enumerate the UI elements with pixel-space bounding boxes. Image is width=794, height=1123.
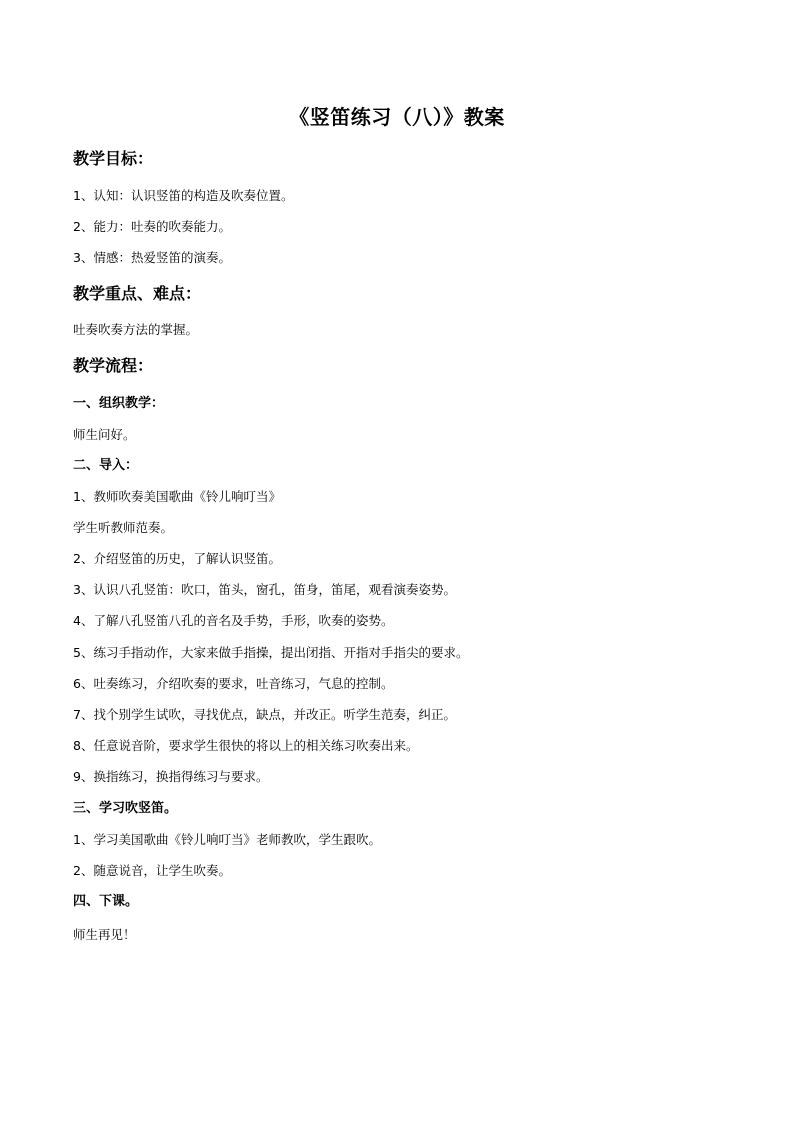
part2-heading: 二、导入：	[73, 458, 139, 473]
goal-item-3: 3、情感：热爱竖笛的演奏。	[73, 250, 231, 265]
part2-item-5: 4、了解八孔竖笛八孔的音名及手势，手形，吹奏的姿势。	[73, 613, 394, 628]
part4-heading: 四、下课。	[73, 894, 139, 909]
part3-item-2: 2、随意说音，让学生吹奏。	[73, 863, 231, 878]
part2-item-1: 1、教师吹奏美国歌曲《铃儿响叮当》	[73, 489, 281, 504]
part2-item-8: 7、找个别学生试吹，寻找优点，缺点，并改正。听学生范奏，纠正。	[73, 707, 456, 722]
part3-item-1: 1、学习美国歌曲《铃儿响叮当》老师教吹，学生跟吹。	[73, 832, 381, 847]
part2-item-7: 6、吐奏练习，介绍吹奏的要求，吐音练习，气息的控制。	[73, 676, 394, 691]
part1-text: 师生问好。	[73, 427, 136, 442]
part2-item-3: 2、介绍竖笛的历史，了解认识竖笛。	[73, 551, 281, 566]
part2-item-10: 9、换指练习，换指得练习与要求。	[73, 769, 269, 784]
part2-item-6: 5、练习手指动作，大家来做手指操，提出闭指、开指对手指尖的要求。	[73, 645, 469, 660]
goal-item-1: 1、认知：认识竖笛的构造及吹奏位置。	[73, 188, 294, 203]
goal-item-2: 2、能力：吐奏的吹奏能力。	[73, 219, 231, 234]
part1-heading: 一、组织教学：	[73, 396, 165, 411]
key-points-heading: 教学重点、难点：	[73, 284, 202, 303]
part2-item-4: 3、认识八孔竖笛：吹口，笛头，窗孔，笛身，笛尾，观看演奏姿势。	[73, 582, 456, 597]
part3-heading: 三、学习吹竖笛。	[73, 801, 178, 816]
document-title: 《竖笛练习（八）》教案	[289, 105, 505, 129]
part2-item-2: 学生听教师范奏。	[73, 520, 174, 535]
goals-heading: 教学目标：	[73, 149, 154, 168]
part2-item-9: 8、任意说音阶，要求学生很快的将以上的相关练习吹奏出来。	[73, 738, 419, 753]
key-points-text: 吐奏吹奏方法的掌握。	[73, 322, 199, 337]
process-heading: 教学流程：	[73, 356, 154, 375]
part4-text: 师生再见！	[73, 927, 136, 942]
